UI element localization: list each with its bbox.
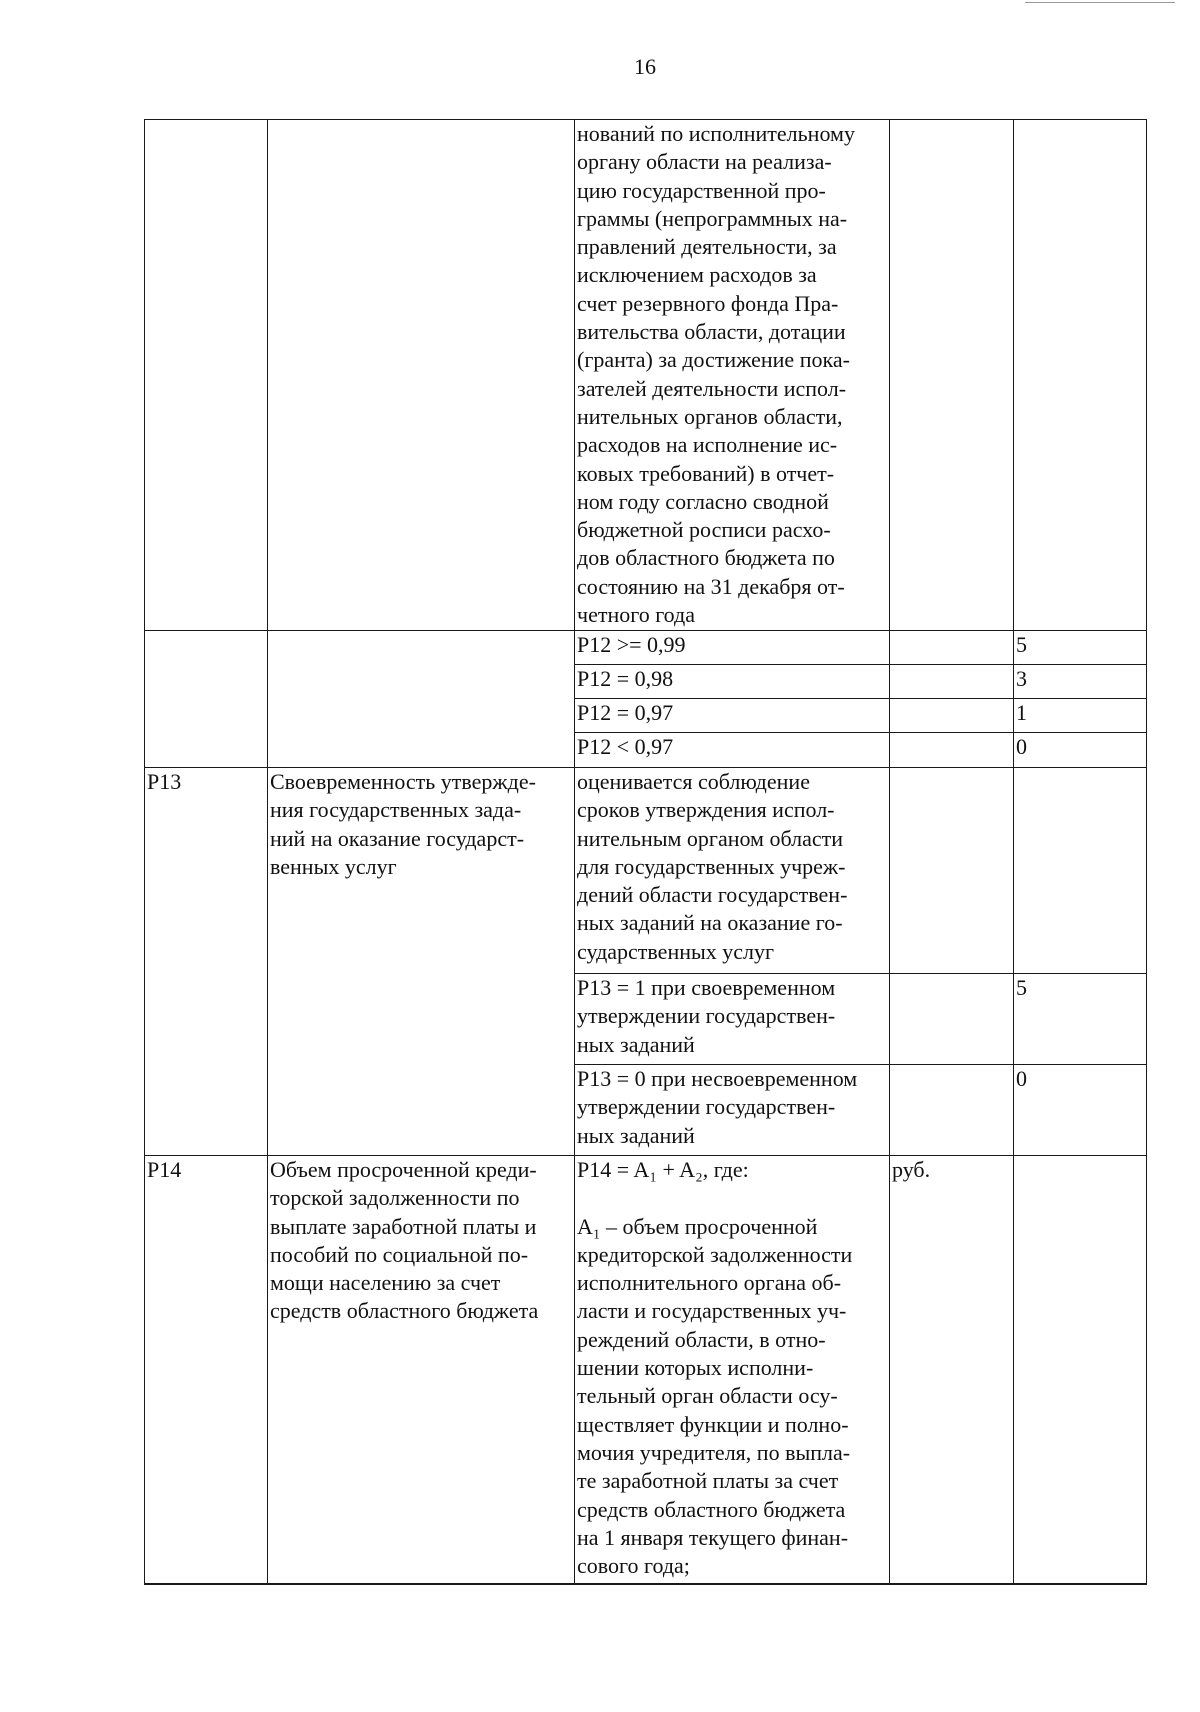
condition-cell: P13 = 0 при несвоевременном утверждении государствен- ных заданий xyxy=(575,1065,890,1156)
condition-cell: P12 = 0,97 xyxy=(575,699,890,733)
score-cell xyxy=(1014,1156,1147,1584)
score-cell: 1 xyxy=(1014,699,1147,733)
description-cell: нований по исполнительному органу области на реализа- цию государственной про- граммы (непрограммных на- правлений деятельности, за исключением расходов за счет резервного фонда Пра- вительства области, дотации (гранта) за достижение пока- зателей деятельности испол- нительных органов области, расходов на исполнение ис- ковых требований) в отчет- ном году согласно сводной бюджетной росписи расхо- дов областного бюджета по состоянию на 31 декабря от- четного года xyxy=(575,120,890,631)
unit-cell xyxy=(890,768,1014,974)
code-cell xyxy=(145,120,268,631)
score-cell xyxy=(1014,120,1147,631)
unit-cell xyxy=(890,120,1014,631)
score-cell: 5 xyxy=(1014,631,1147,665)
condition-cell: P12 = 0,98 xyxy=(575,665,890,699)
name-cell: Своевременность утвержде- ния государственных зада- ний на оказание государст- венных услуг xyxy=(268,768,575,1156)
name-cell: Объем просроченной креди- торской задолженности по выплате заработной платы и пособий по социальной по- мощи населению за счет средств областного бюджета xyxy=(268,1156,575,1584)
score-cell xyxy=(1014,768,1147,974)
condition-cell: P12 >= 0,99 xyxy=(575,631,890,665)
table-row xyxy=(145,120,1147,631)
code-cell: P14 xyxy=(145,1156,268,1584)
unit-cell xyxy=(890,631,1014,665)
unit-cell xyxy=(890,974,1014,1065)
code-cell: P13 xyxy=(145,768,268,1156)
top-edge-rule xyxy=(1025,2,1175,3)
score-cell: 0 xyxy=(1014,733,1147,768)
score-cell: 0 xyxy=(1014,1065,1147,1156)
table-row xyxy=(145,768,1147,974)
unit-cell xyxy=(890,1065,1014,1156)
condition-cell: P12 < 0,97 xyxy=(575,733,890,768)
description-cell: P14 = A₁ + A₂, где: A₁ – объем просроченной кредиторской задолженности исполнительного органа об- ласти и государственных уч- реждений области, в отно- шении которых исполни- тельный орган области осу- ществляет функции и полно- мочия учредителя, по выпла- те заработной платы за счет средств областного бюджета на 1 января текущего финан- сового года; xyxy=(575,1156,890,1584)
score-cell: 5 xyxy=(1014,974,1147,1065)
code-cell xyxy=(145,631,268,768)
unit-cell: руб. xyxy=(890,1156,1014,1584)
unit-cell xyxy=(890,733,1014,768)
name-cell xyxy=(268,120,575,631)
name-cell xyxy=(268,631,575,768)
unit-cell xyxy=(890,699,1014,733)
table-row xyxy=(145,1156,1147,1584)
table-row xyxy=(145,631,1147,665)
score-cell: 3 xyxy=(1014,665,1147,699)
condition-cell: P13 = 1 при своевременном утверждении государствен- ных заданий xyxy=(575,974,890,1065)
unit-cell xyxy=(890,665,1014,699)
page-number: 16 xyxy=(634,54,656,79)
indicators-table xyxy=(144,119,1147,1585)
description-cell: оценивается соблюдение сроков утверждения испол- нительным органом области для государственных учреж- дений области государствен- ных заданий на оказание го- сударственных услуг xyxy=(575,768,890,974)
